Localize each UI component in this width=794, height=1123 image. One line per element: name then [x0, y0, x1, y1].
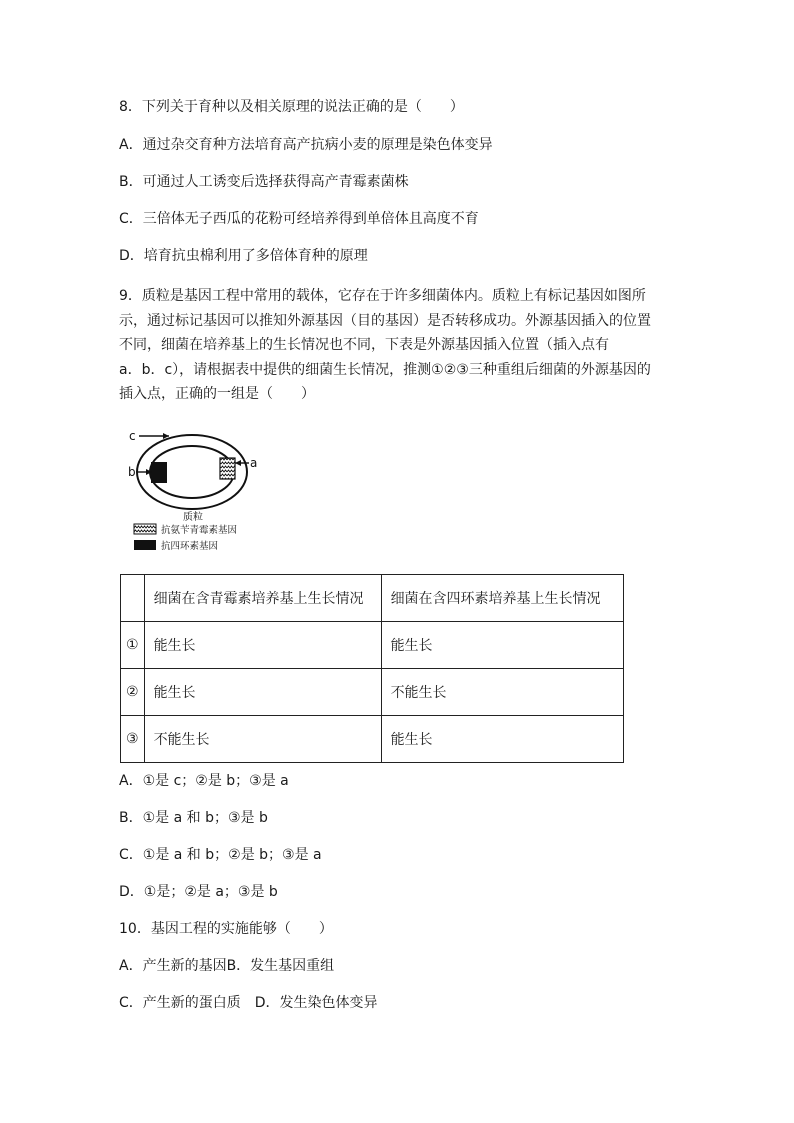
- question-9-stem-line: 示，通过标记基因可以推知外源基因（目的基因）是否转移成功。外源基因插入的位置: [119, 312, 651, 329]
- legend-tetracycline-label: 抗四环素基因: [161, 541, 219, 552]
- table-header-row: [121, 575, 624, 622]
- growth-table: [120, 574, 624, 763]
- label-c: c: [129, 429, 136, 443]
- question-8-option-b: B．可通过人工诱变后选择获得高产青霉素菌株: [119, 174, 409, 190]
- question-10-option-ab: A．产生新的基因B．发生基因重组: [119, 958, 335, 974]
- question-10-stem: 10．基因工程的实施能够（ ）: [119, 921, 333, 937]
- legend-ampicillin-swatch: [134, 524, 156, 534]
- table-cell: ③: [121, 716, 145, 763]
- label-b: b: [128, 465, 136, 479]
- plasmid-figure: [125, 425, 275, 560]
- table-header-cell: 细菌在含四环素培养基上生长情况: [381, 575, 623, 622]
- table-cell: 能生长: [144, 622, 381, 669]
- label-a: a: [250, 456, 258, 470]
- question-9-stem-line: 插入点，正确的一组是（ ）: [119, 386, 315, 402]
- table-cell: 不能生长: [381, 669, 623, 716]
- question-9-stem-line: a．b．c），请根据表中提供的细菌生长情况，推测①②③三种重组后细菌的外源基因的: [119, 361, 651, 378]
- table-cell: ①: [121, 622, 145, 669]
- table-row: [121, 622, 624, 669]
- table-cell: ②: [121, 669, 145, 716]
- figure-caption: 质粒: [183, 512, 203, 523]
- question-8-option-d: D．培育抗虫棉利用了多倍体育种的原理: [119, 248, 368, 264]
- question-9-stem-line: 不同，细菌在培养基上的生长情况也不同，下表是外源基因插入位置（插入点有: [119, 337, 609, 353]
- table-cell: 能生长: [381, 716, 623, 763]
- question-9-option-b: B．①是 a 和 b；③是 b: [119, 810, 268, 826]
- table-row: [121, 669, 624, 716]
- question-8-option-c: C．三倍体无子西瓜的花粉可经培养得到单倍体且高度不育: [119, 211, 479, 227]
- question-9-stem-line: 9．质粒是基因工程中常用的载体，它存在于许多细菌体内。质粒上有标记基因如图所: [119, 288, 646, 304]
- question-9-option-a: A．①是 c；②是 b；③是 a: [119, 773, 289, 789]
- legend-tetracycline-swatch: [134, 540, 156, 550]
- question-8-option-a: A．通过杂交育种方法培育高产抗病小麦的原理是染色体变异: [119, 137, 493, 153]
- question-9-option-c: C．①是 a 和 b；②是 b；③是 a: [119, 847, 322, 863]
- table-header-cell: [121, 575, 145, 622]
- table-row: [121, 716, 624, 763]
- question-9-option-d: D．①是；②是 a；③是 b: [119, 884, 278, 900]
- question-9-stem: [119, 284, 679, 407]
- tetracycline-gene-block: [151, 462, 167, 483]
- table-header-cell: 细菌在含青霉素培养基上生长情况: [144, 575, 381, 622]
- ampicillin-gene-pattern: [220, 458, 235, 479]
- table-cell: 能生长: [381, 622, 623, 669]
- table-cell: 能生长: [144, 669, 381, 716]
- question-8-stem: 8．下列关于育种以及相关原理的说法正确的是（ ）: [119, 99, 464, 115]
- table-cell: 不能生长: [144, 716, 381, 763]
- legend-ampicillin-label: 抗氨苄青霉素基因: [161, 525, 238, 536]
- arrow-a-head: [235, 460, 241, 466]
- question-10-option-cd: C．产生新的蛋白质 D．发生染色体变异: [119, 995, 378, 1011]
